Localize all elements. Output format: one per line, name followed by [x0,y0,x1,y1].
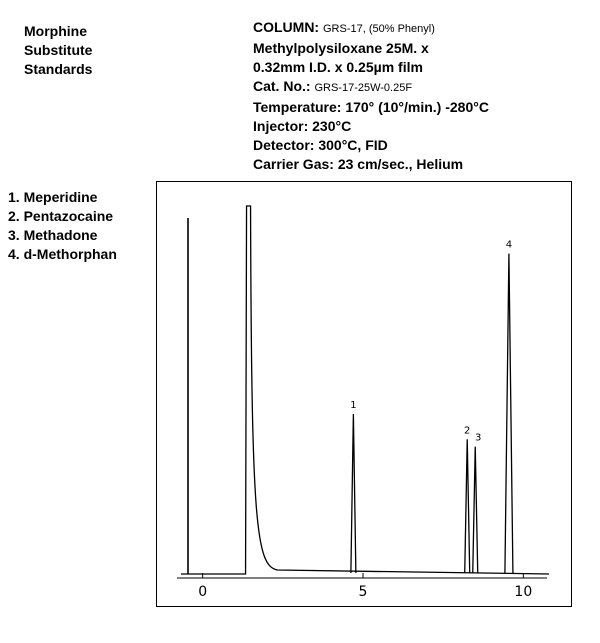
chromatogram-trace [181,206,549,574]
carrier-gas-row: Carrier Gas: 23 cm/sec., Helium [253,156,464,172]
column-row [253,18,593,39]
phase-row: Methylpolysiloxane 25M. x [253,40,429,56]
title-line-2: Substitute [24,42,93,58]
legend-item-4: 4. d-Methorphan [8,246,117,262]
peak-label-4: 4 [505,239,513,251]
peak-label-3: 3 [475,432,482,444]
dimensions-row: 0.32mm I.D. x 0.25µm film [253,59,423,75]
x-tick-label-5: 5 [358,584,368,600]
legend-item-1: 1. Meperidine [8,189,98,205]
x-tick-label-0: 0 [198,584,208,600]
peak-label-2: 2 [464,425,471,437]
peak-3 [473,447,478,573]
temperature-row: Temperature: 170° (10°/min.) -280°C [253,99,489,115]
column-label: COLUMN: [253,19,320,35]
catalog-label: Cat. No.: [253,78,311,94]
peak-legend [8,188,158,264]
legend-item-3: 3. Methadone [8,227,98,243]
chromatogram [157,182,572,607]
injector-row: Injector: 230°C [253,118,352,134]
peak-2 [465,439,470,573]
peak-1 [351,414,356,573]
chart-title [24,22,164,79]
title-line-1: Morphine [24,23,87,39]
title-line-3: Standards [24,61,93,77]
peak-label-1: 1 [350,399,357,411]
column-value: GRS-17, (50% Phenyl) [323,23,435,35]
catalog-row [253,77,593,98]
column-specifications [253,18,593,174]
chromatogram-frame [156,181,572,607]
detector-row: Detector: 300°C, FID [253,137,388,153]
x-tick-label-10: 10 [514,584,533,600]
legend-item-2: 2. Pentazocaine [8,208,114,224]
peak-4 [505,254,513,573]
catalog-value: GRS-17-25W-0.25F [314,82,413,94]
